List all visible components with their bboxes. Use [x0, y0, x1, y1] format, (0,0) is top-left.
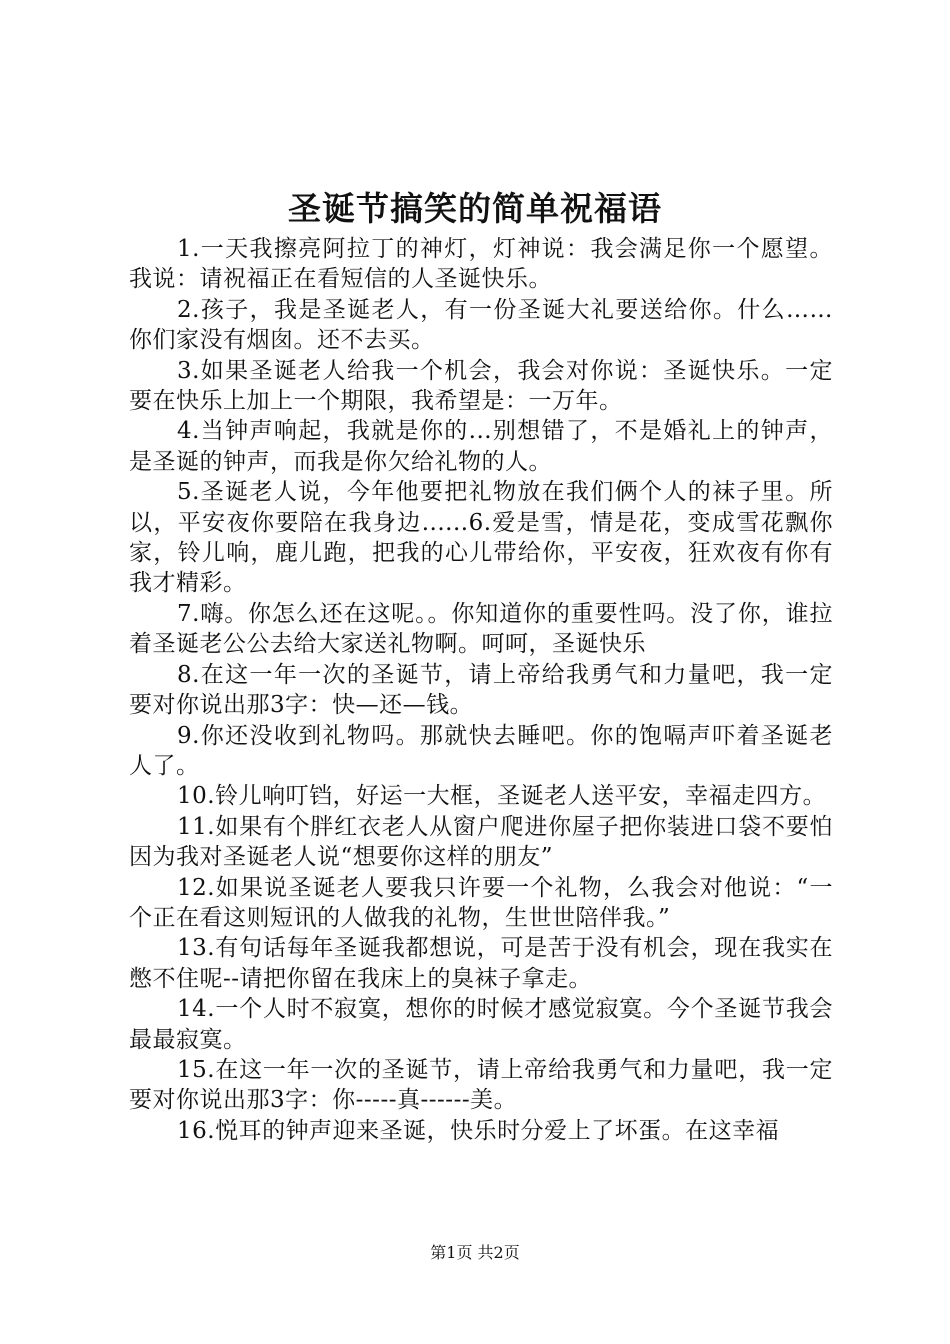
paragraph: 7.嗨。你怎么还在这呢。。你知道你的重要性吗。没了你，谁拉着圣诞老公公去给大家送礼物啊。呵呵，圣诞快乐 — [129, 600, 833, 658]
paragraph: 15.在这一年一次的圣诞节，请上帝给我勇气和力量吧，我一定要对你说出那3字：你-----真------美。 — [129, 1056, 833, 1114]
paragraph: 10.铃儿响叮铛，好运一大框，圣诞老人送平安，幸福走四方。 — [177, 783, 827, 810]
paragraph: 3.如果圣诞老人给我一个机会，我会对你说：圣诞快乐。一定要在快乐上加上一个期限，我希望是：一万年。 — [129, 357, 833, 415]
page-footer: 第1页 共2页 — [430, 1243, 520, 1262]
paragraph: 5.圣诞老人说，今年他要把礼物放在我们俩个人的袜子里。所以，平安夜你要陪在我身边......6.爱是雪，情是花，变成雪花飘你家，铃儿响，鹿儿跑，把我的心儿带给你，平安夜，狂欢夜有你有我才精彩。 — [129, 479, 833, 597]
paragraph: 13.有句话每年圣诞我都想说，可是苦于没有机会，现在我实在憋不住呢--请把你留在我床上的臭袜子拿走。 — [129, 935, 833, 992]
document-body — [129, 234, 833, 1146]
paragraph: 2.孩子，我是圣诞老人，有一份圣诞大礼要送给你。什么……你们家没有烟囱。还不去买。 — [129, 296, 833, 354]
paragraph: 8.在这一年一次的圣诞节，请上帝给我勇气和力量吧，我一定要对你说出那3字：快—还—钱。 — [129, 661, 833, 719]
paragraph: 11.如果有个胖红衣老人从窗户爬进你屋子把你装进口袋不要怕因为我对圣诞老人说“想要你这样的朋友” — [129, 813, 833, 871]
document-title: 圣诞节搞笑的简单祝福语 — [288, 189, 662, 228]
paragraph: 1.一天我擦亮阿拉丁的神灯，灯神说：我会满足你一个愿望。我说：请祝福正在看短信的人圣诞快乐。 — [129, 236, 833, 293]
paragraph: 14.一个人时不寂寞，想你的时候才感觉寂寞。今个圣诞节我会最最寂寞。 — [129, 996, 833, 1053]
paragraph: 9.你还没收到礼物吗。那就快去睡吧。你的饱嗝声吓着圣诞老人了。 — [129, 722, 833, 779]
paragraph: 16.悦耳的钟声迎来圣诞，快乐时分爱上了坏蛋。在这幸福 — [177, 1117, 780, 1144]
paragraph: 12.如果说圣诞老人要我只许要一个礼物，么我会对他说：“一个正在看这则短讯的人做我的礼物，生世世陪伴我。” — [129, 874, 833, 931]
paragraph: 4.当钟声响起，我就是你的...别想错了，不是婚礼上的钟声，是圣诞的钟声，而我是你欠给礼物的人。 — [129, 418, 833, 475]
